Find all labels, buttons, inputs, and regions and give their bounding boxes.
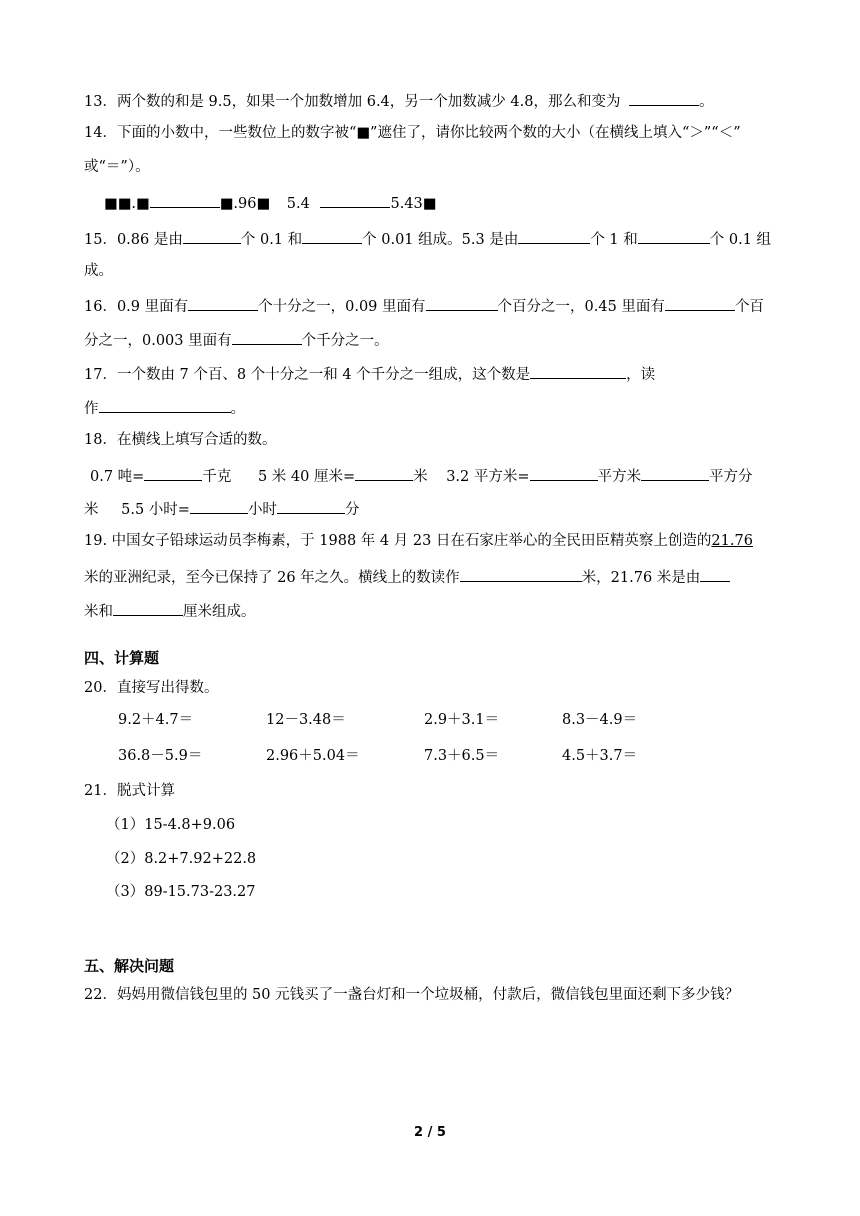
calc-item: 2.9＋3.1＝ <box>424 712 500 728</box>
answer-blank[interactable] <box>518 227 590 244</box>
section-title-calculation: 四、计算题 <box>84 649 160 667</box>
section-title-problem-solving: 五、解决问题 <box>84 957 175 975</box>
question-16: 16．0.9 里面有 个十分之一，0.09 里面有 个百分之一，0.45 里面有 个百 <box>84 294 764 317</box>
answer-blank[interactable] <box>641 464 709 481</box>
answer-blank[interactable] <box>232 328 302 345</box>
answer-blank[interactable] <box>460 565 582 582</box>
calc-item: 4.5＋3.7＝ <box>562 748 638 764</box>
answer-blank[interactable] <box>629 89 699 106</box>
answer-blank[interactable] <box>144 464 202 481</box>
question-18-row2: 米 5.5 小时= 小时 分 <box>84 497 359 520</box>
question-22: 22．妈妈用微信钱包里的 50 元钱买了一盏台灯和一个垃圾桶，付款后，微信钱包里面还剩下多少钱？ <box>84 987 740 1003</box>
calc-item: 7.3＋6.5＝ <box>424 748 500 764</box>
answer-blank[interactable] <box>190 497 248 514</box>
answer-blank[interactable] <box>530 464 598 481</box>
calc-item: 36.8－5.9＝ <box>118 748 203 764</box>
compare-blank[interactable] <box>320 191 390 208</box>
answer-blank[interactable] <box>113 599 183 616</box>
question-19: 19. 中国女子铅球运动员李梅素，于 1988 年 4 月 23 日在石家庄举心的全民田臣精英察上创造的21.76 <box>84 533 753 549</box>
question-19-line3: 米和 厘米组成。 <box>84 599 256 622</box>
question-19-line2: 米的亚洲纪录，至今已保持了 26 年之久。横线上的数读作 米，21.76 米是由 <box>84 565 730 588</box>
question-17: 17．一个数由 7 个百、8 个十分之一和 4 个千分之一组成，这个数是 ，读 <box>84 362 655 385</box>
answer-blank[interactable] <box>277 497 345 514</box>
question-14: 14．下面的小数中，一些数位上的数字被“■”遮住了，请你比较两个数的大小（在横线上填入“＞”“＜” <box>84 125 741 141</box>
answer-blank[interactable] <box>638 227 710 244</box>
question-14-compare: ■■.■ ■.96■ 5.4 5.43■ <box>104 191 436 214</box>
expression-item: （3）89-15.73-23.27 <box>106 884 256 900</box>
question-18: 18．在横线上填写合适的数。 <box>84 432 277 448</box>
question-21: 21．脱式计算 <box>84 783 175 799</box>
expression-item: （2）8.2+7.92+22.8 <box>106 851 257 867</box>
calc-item: 8.3－4.9＝ <box>562 712 638 728</box>
question-20: 20．直接写出得数。 <box>84 680 219 696</box>
answer-blank[interactable] <box>665 294 735 311</box>
expression-item: （1）15-4.8+9.06 <box>106 817 236 833</box>
calc-item: 9.2＋4.7＝ <box>118 712 194 728</box>
calc-item: 2.96＋5.04＝ <box>266 748 360 764</box>
answer-blank[interactable] <box>188 294 258 311</box>
question-14-line2: 或“＝”）。 <box>84 159 150 175</box>
question-15: 15．0.86 是由 个 0.1 和 个 0.01 组成。5.3 是由 个 1 和 个 0.1 组 <box>84 227 771 250</box>
question-18-row1: 0.7 吨= 千克 5 米 40 厘米= 米 3.2 平方米= 平方米 平方分 <box>90 464 753 487</box>
answer-blank[interactable] <box>700 565 730 582</box>
answer-blank[interactable] <box>355 464 413 481</box>
answer-blank[interactable] <box>302 227 362 244</box>
question-13: 13．两个数的和是 9.5，如果一个加数增加 6.4，另一个加数减少 4.8，那么和变为 。 <box>84 89 714 112</box>
answer-blank[interactable] <box>99 396 231 413</box>
answer-blank[interactable] <box>530 362 626 379</box>
question-15-line2: 成。 <box>84 263 113 279</box>
compare-blank[interactable] <box>150 191 220 208</box>
page-number: 2 / 5 <box>414 1125 446 1140</box>
calc-item: 12－3.48＝ <box>266 712 346 728</box>
question-16-line2: 分之一，0.003 里面有 个千分之一。 <box>84 328 389 351</box>
question-17-line2: 作 。 <box>84 396 245 419</box>
answer-blank[interactable] <box>183 227 241 244</box>
answer-blank[interactable] <box>426 294 498 311</box>
